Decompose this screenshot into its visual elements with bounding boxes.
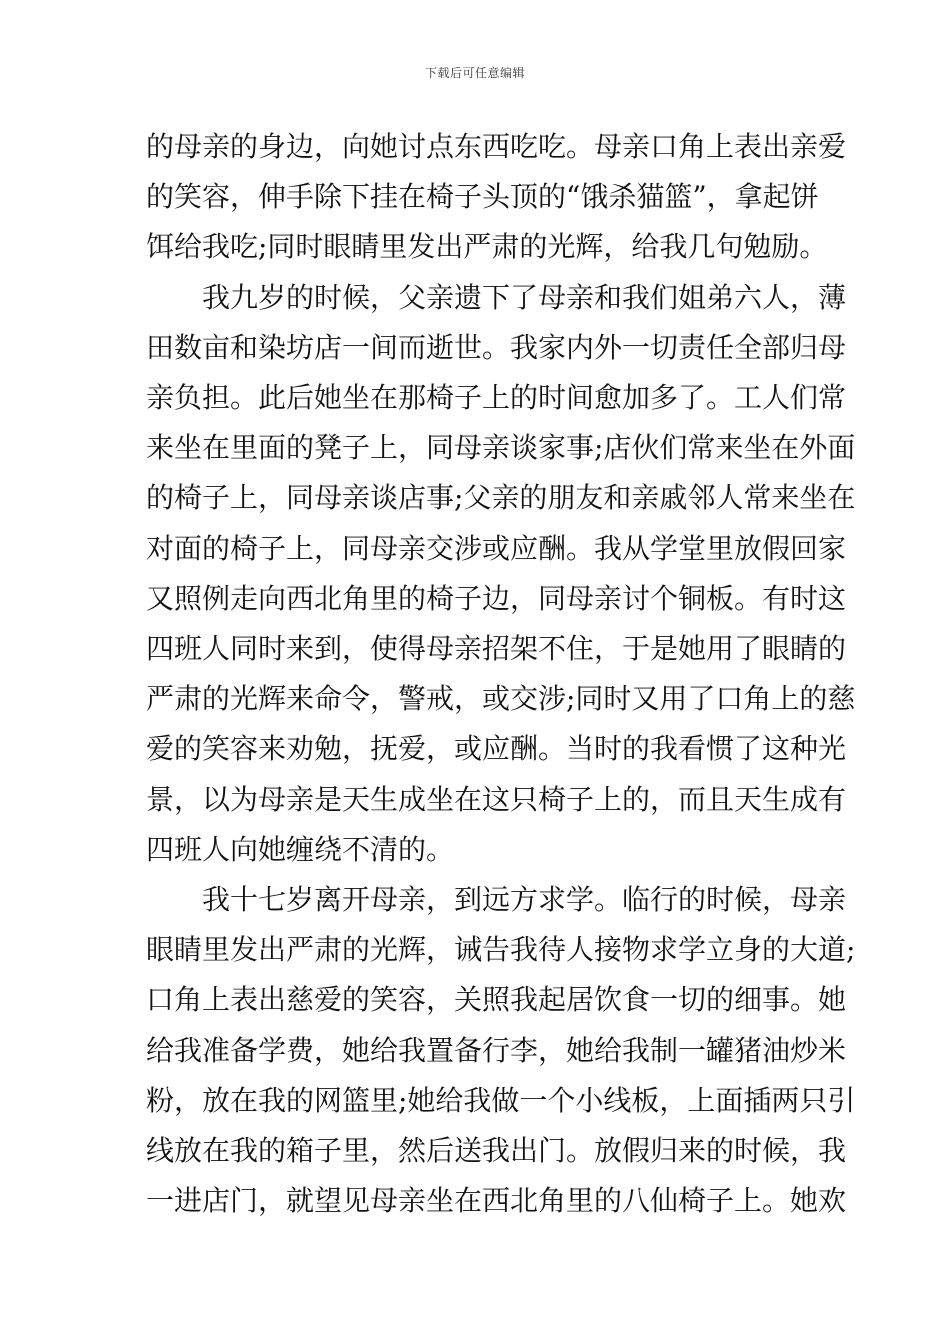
text-line: 眼睛里发出严肃的光辉，诫告我待人接物求学立身的大道;	[146, 933, 856, 967]
text-line: 对面的椅子上，同母亲交涉或应酬。我从学堂里放假回家	[146, 531, 847, 565]
paragraph-3	[146, 875, 856, 1226]
paragraph-2	[146, 273, 856, 875]
text-line: 景，以为母亲是天生成坐在这只椅子上的，而且天生成有	[146, 782, 847, 816]
text-line: 又照例走向西北角里的椅子边，同母亲讨个铜板。有时这	[146, 581, 847, 615]
text-line: 饵给我吃;同时眼睛里发出严肃的光辉，给我几句勉励。	[146, 230, 828, 264]
text-line: 爱的笑容来劝勉，抚爱，或应酬。当时的我看惯了这种光	[146, 732, 847, 766]
text-line: 四班人同时来到，使得母亲招架不住，于是她用了眼睛的	[146, 632, 847, 666]
text-line: 线放在我的箱子里，然后送我出门。放假归来的时候，我	[146, 1134, 847, 1168]
text-line: 一进店门，就望见母亲坐在西北角里的八仙椅子上。她欢	[146, 1184, 847, 1218]
text-line: 给我准备学费，她给我置备行李，她给我制一罐猪油炒米	[146, 1033, 847, 1067]
text-line: 田数亩和染坊店一间而逝世。我家内外一切责任全部归母	[146, 330, 847, 364]
text-line: 我十七岁离开母亲，到远方求学。临行的时候，母亲	[202, 883, 847, 917]
download-note: 下载后可任意编辑	[424, 66, 525, 80]
text-line: 的母亲的身边，向她讨点东西吃吃。母亲口角上表出亲爱	[146, 130, 847, 163]
text-line: 严肃的光辉来命令，警戒，或交涉;同时又用了口角上的慈	[146, 682, 856, 716]
paragraph-1	[146, 122, 847, 273]
text-line: 我九岁的时候，父亲遗下了母亲和我们姐弟六人，薄	[202, 280, 847, 314]
text-line: 的椅子上，同母亲谈店事;父亲的朋友和亲戚邻人常来坐在	[146, 481, 856, 515]
text-line: 的笑容，伸手除下挂在椅子头顶的“饿杀猫篮”，拿起饼	[146, 180, 819, 214]
essay-body	[146, 122, 856, 1226]
text-line: 来坐在里面的凳子上，同母亲谈家事;店伙们常来坐在外面	[146, 431, 856, 465]
text-line: 四班人向她缠绕不清的。	[146, 832, 455, 866]
text-line: 亲负担。此后她坐在那椅子上的时间愈加多了。工人们常	[146, 381, 847, 415]
text-line: 口角上表出慈爱的笑容，关照我起居饮食一切的细事。她	[146, 983, 847, 1017]
text-line: 粉，放在我的网篮里;她给我做一个小线板，上面插两只引	[146, 1083, 856, 1117]
